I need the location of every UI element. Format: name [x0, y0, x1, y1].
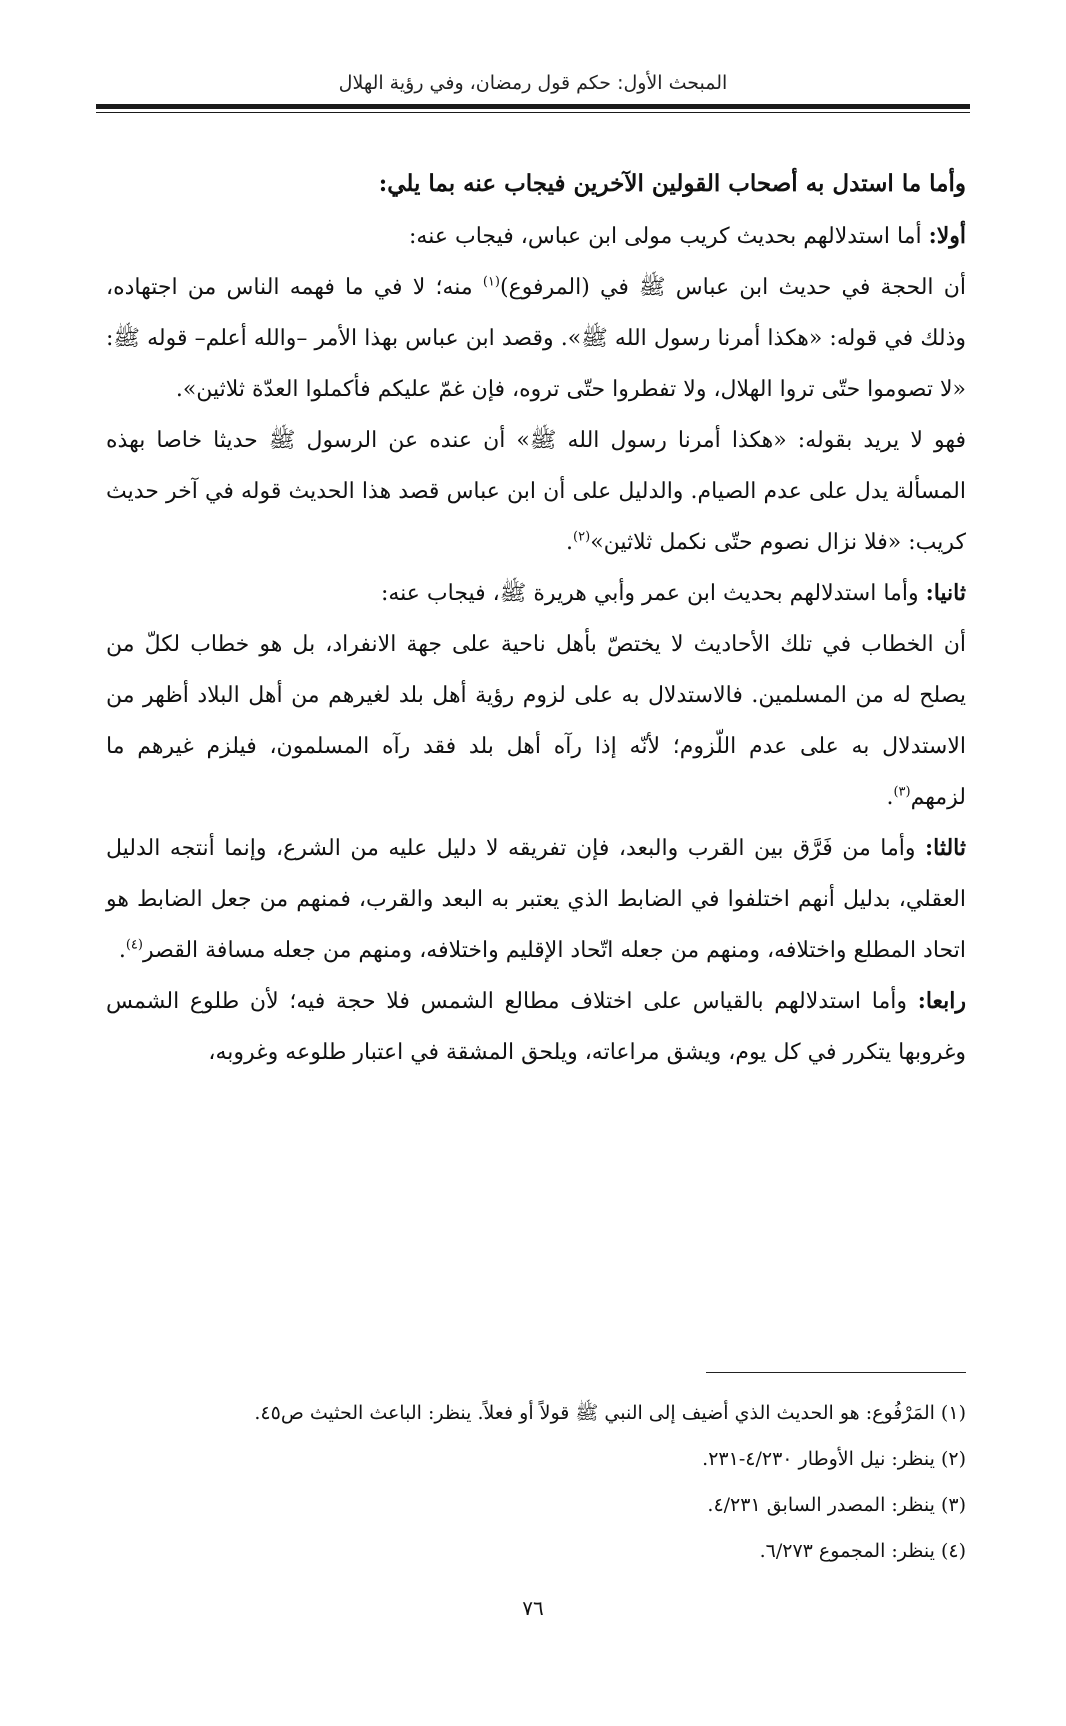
footnote-ref[interactable]: (١) — [482, 274, 500, 290]
section-heading: وأما ما استدل به أصحاب القولين الآخرين فيجاب عنه بما يلي: — [378, 170, 966, 197]
paragraph-fourth — [106, 976, 966, 1078]
running-header: المبحث الأول: حكم قول رمضان، وفي رؤية الهلال — [338, 72, 728, 94]
paragraph-second — [106, 568, 966, 619]
paragraph-text: منه؛ لا في ما فهمه الناس من اجتهاده، وذلك في قوله: «هكذا أمرنا رسول الله ﷺ». وقصد ابن عباس بهذا الأمر –والله أعلم– قوله ﷺ: «لا تصوموا حتّى تروا الهلال، ولا تفطروا حتّى تروه، فإن غمّ عليكم فأكملوا العدّة ثلاثين». — [106, 275, 966, 402]
paragraph-text: وأما من فَرَّق بين القرب والبعد، فإن تفريقه لا دليل عليه من الشرع، وإنما أنتجه الدليل العقلي، بدليل أنهم اختلفوا في الضابط الذي يعتبر به البعد والقرب، فمنهم من جعل الضابط هو اتحاد المطلع واختلافه، ومنهم من جعله اتّحاد الإقليم واختلافه، ومنهم من جعله مسافة القصر — [106, 836, 966, 963]
paragraph-lead: أولا: — [928, 223, 966, 249]
paragraph — [106, 619, 966, 823]
paragraph-text: فهو لا يريد بقوله: «هكذا أمرنا رسول الله ﷺ» أن عنده عن الرسول ﷺ حديثا خاصا بهذه المسألة يدل على عدم الصيام. والدليل على أن ابن عباس قصد هذا الحديث قوله في آخر حديث كريب: «فلا نزال نصوم حتّى نكمل ثلاثين» — [106, 428, 966, 555]
footnote-item: (١) المَرْفُوع: هو الحديث الذي أضيف إلى النبي ﷺ قولاً أو فعلاً. ينظر: الباعث الحثيث ص٤٥. — [254, 1402, 966, 1424]
paragraph-text: أن الحجة في حديث ابن عباس ﷺ في (المرفوع) — [499, 275, 966, 300]
paragraph-text: وأما استدلالهم بحديث ابن عمر وأبي هريرة ﷺ، فيجاب عنه: — [380, 581, 926, 606]
paragraph — [106, 415, 966, 568]
paragraph-lead: رابعا: — [917, 988, 966, 1014]
paragraph-text: أن الخطاب في تلك الأحاديث لا يختصّ بأهل ناحية على جهة الانفراد، بل هو خطاب لكلّ من يصلح له من المسلمين. فالاستدلال به على لزوم رؤية أهل بلد لغيرهم من أهل البلاد أظهر من الاستدلال به على عدم اللّزوم؛ لأنّه إذا رآه أهل بلد فقد رآه المسلمون، فيلزم غيرهم ما لزمهم — [106, 632, 966, 810]
paragraph-text: وأما استدلالهم بالقياس على اختلاف مطالع الشمس فلا حجة فيه؛ لأن طلوع الشمس وغروبها يتكرر في كل يوم، ويشق مراعاته، ويلحق المشقة في اعتبار طلوعه وغروبه، — [106, 989, 966, 1065]
footnote-ref[interactable]: (٢) — [573, 529, 591, 545]
paragraph-text: أما استدلالهم بحديث كريب مولى ابن عباس، فيجاب عنه: — [409, 224, 929, 249]
footnote-ref[interactable]: (٤) — [125, 937, 143, 953]
paragraph-first — [106, 211, 966, 262]
footnote-item: (٣) ينظر: المصدر السابق ٤/٢٣١. — [707, 1494, 966, 1516]
footnote-ref[interactable]: (٣) — [893, 784, 911, 800]
paragraph-text: . — [566, 530, 574, 555]
footnote-separator — [706, 1372, 966, 1373]
paragraph-third — [106, 823, 966, 976]
paragraph-text: . — [886, 785, 894, 810]
footnote-item: (٤) ينظر: المجموع ٦/٢٧٣. — [759, 1540, 966, 1562]
footnote-item: (٢) ينظر: نيل الأوطار ٤/٢٣٠-٢٣١. — [702, 1448, 966, 1470]
page-number: ٧٦ — [522, 1596, 544, 1620]
footnotes — [106, 1390, 966, 1574]
header-rule-thin — [96, 112, 970, 113]
main-text — [106, 158, 966, 1078]
paragraph-text: . — [118, 938, 126, 963]
paragraph-lead: ثالثا: — [925, 835, 966, 861]
paragraph-lead: ثانيا: — [925, 580, 966, 606]
header-rule — [96, 104, 970, 109]
paragraph — [106, 262, 966, 415]
